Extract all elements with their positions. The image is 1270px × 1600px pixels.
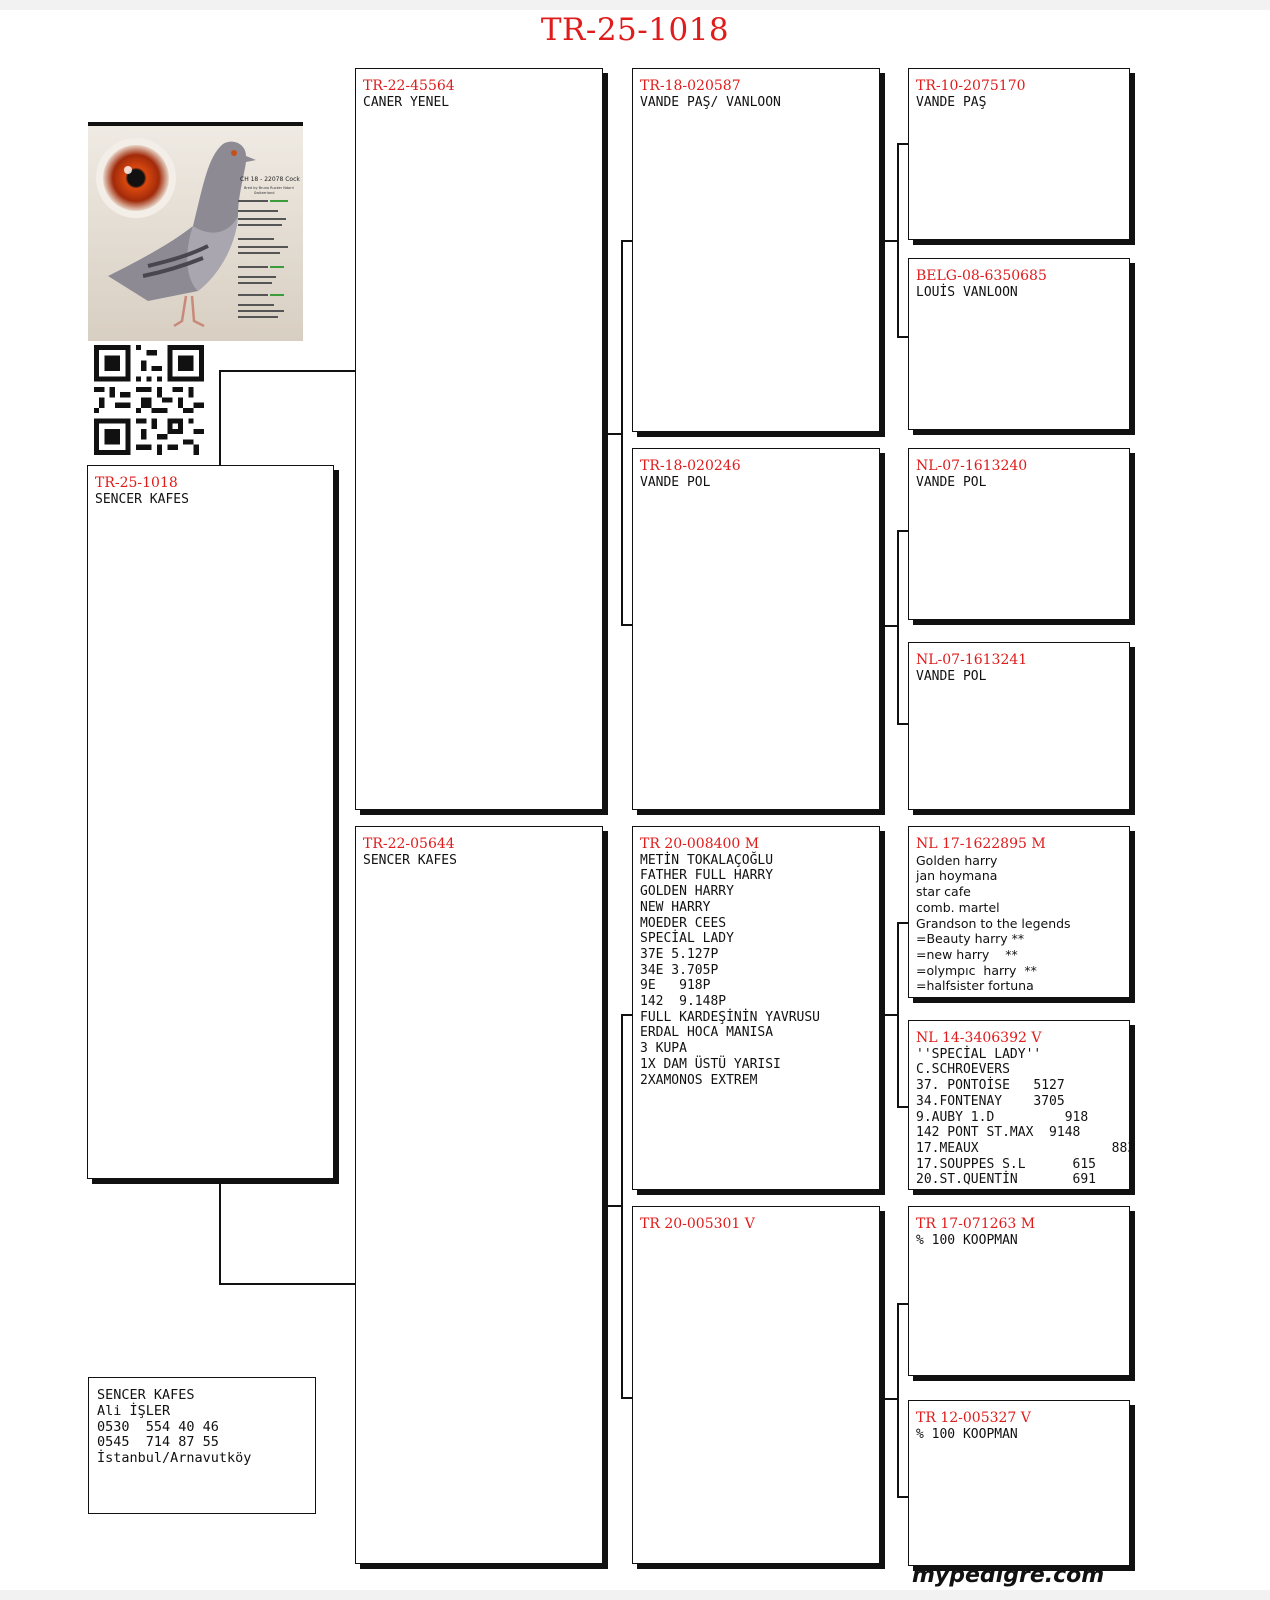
dam-owner: SENCER KAFES xyxy=(363,852,457,868)
pedigree-line: LOUİS VANLOON xyxy=(916,284,1018,300)
pedigree-line: VANDE POL xyxy=(916,668,987,684)
connector xyxy=(897,922,908,924)
pedigree-line: Golden harry xyxy=(916,852,998,868)
pigeon-photo xyxy=(88,122,303,341)
subject-box xyxy=(87,465,334,1179)
photo-card-title: CH 18 - 22078 Cock xyxy=(240,176,300,183)
pedigree-line: 17.MEAUX 883 xyxy=(916,1140,1136,1156)
ring-number: NL 14-3406392 V xyxy=(916,1030,1042,1046)
pedigree-line: VANDE POL xyxy=(640,474,711,490)
qr-code xyxy=(94,345,204,455)
pedigree-line: 9E 918P xyxy=(640,978,711,994)
ring-number: BELG-08-6350685 xyxy=(916,268,1047,284)
ring-number: TR 20-005301 V xyxy=(640,1216,755,1232)
pedigree-line: 9.AUBY 1.D 918 xyxy=(916,1109,1089,1125)
page-title: TR-25-1018 xyxy=(540,12,730,48)
pedigree-line: =halfsister fortuna xyxy=(916,978,1034,994)
pedigree-line: VANDE PAŞ/ VANLOON xyxy=(640,94,781,110)
subject-owner: SENCER KAFES xyxy=(95,491,189,507)
connector xyxy=(607,433,622,435)
pedigree-line: =new harry ** xyxy=(916,946,1018,962)
great-grandparent-box xyxy=(908,1206,1130,1376)
grandsire-sire-side-box xyxy=(632,68,880,432)
grandsire-dam-side-box xyxy=(632,826,880,1190)
pedigree-line: VANDE POL xyxy=(916,474,987,490)
pedigree-line: =Beauty harry ** xyxy=(916,931,1025,947)
great-grandparent-box xyxy=(908,448,1130,620)
pedigree-line: MOEDER CEES xyxy=(640,915,727,931)
pedigree-line: 1X DAM ÜSTÜ YARISI xyxy=(640,1056,781,1072)
subject-ring-number: TR-25-1018 xyxy=(95,475,178,491)
connector xyxy=(607,1205,622,1207)
pedigree-line: NEW HARRY xyxy=(640,899,711,915)
pedigree-line: jan hoymana xyxy=(916,868,998,884)
connector xyxy=(897,336,908,338)
pedigree-line: 142 9.148P xyxy=(640,994,727,1010)
pedigree-line: 2XAMONOS EXTREM xyxy=(640,1072,758,1088)
connector xyxy=(897,143,908,145)
great-grandparent-box xyxy=(908,68,1130,240)
pedigree-line: SPECİAL LADY xyxy=(640,931,734,947)
connector xyxy=(883,1398,898,1400)
connector xyxy=(883,240,898,242)
pedigree-line: FATHER FULL HARRY xyxy=(640,868,774,884)
pedigree-line: VANDE PAŞ xyxy=(916,94,987,110)
connector xyxy=(219,370,221,467)
pedigree-line: comb. martel xyxy=(916,899,1000,915)
contact-location: İstanbul/Arnavutköy xyxy=(97,1450,252,1467)
ring-number: TR-18-020587 xyxy=(640,78,741,94)
connector xyxy=(897,723,908,725)
sire-box xyxy=(355,68,603,810)
sire-ring-number: TR-22-45564 xyxy=(363,78,455,94)
connector xyxy=(897,1303,908,1305)
ring-number: TR-10-2075170 xyxy=(916,78,1026,94)
ring-number: TR 17-071263 M xyxy=(916,1216,1036,1232)
pedigree-line: 37. PONTOİSE 5127 xyxy=(916,1078,1065,1094)
connector xyxy=(883,625,898,627)
dam-box xyxy=(355,826,603,1564)
connector xyxy=(897,1303,899,1497)
dam-ring-number: TR-22-05644 xyxy=(363,836,455,852)
ring-number: TR 12-005327 V xyxy=(916,1410,1031,1426)
pedigree-line: % 100 KOOPMAN xyxy=(916,1426,1018,1442)
pedigree-line: star cafe xyxy=(916,884,971,900)
connector xyxy=(219,1283,355,1285)
pedigree-line: 34.FONTENAY 3705 xyxy=(916,1093,1065,1109)
contact-line: Ali İŞLER xyxy=(97,1402,171,1419)
photo-card-line: Switzerland xyxy=(254,191,275,195)
pedigree-line: % 100 KOOPMAN xyxy=(916,1232,1018,1248)
connector xyxy=(219,1182,221,1284)
granddam-sire-side-box xyxy=(632,448,880,810)
contact-line: SENCER KAFES xyxy=(97,1387,195,1403)
connector xyxy=(883,1014,898,1016)
pedigree-line: GOLDEN HARRY xyxy=(640,884,734,900)
pedigree-line: 34E 3.705P xyxy=(640,962,719,978)
pedigree-line: 20.ST.QUENTİN 691 xyxy=(916,1172,1097,1188)
great-grandparent-box xyxy=(908,642,1130,810)
contact-phone: 0530 554 40 46 xyxy=(97,1418,219,1435)
site-watermark[interactable]: mypedigre.com xyxy=(912,1563,1105,1588)
great-grandparent-box xyxy=(908,1400,1130,1566)
granddam-dam-side-box xyxy=(632,1206,880,1564)
connector xyxy=(897,1496,908,1498)
ring-number: TR 20-008400 M xyxy=(640,836,760,852)
top-strip xyxy=(0,0,1270,10)
pedigree-line: 3 KUPA xyxy=(640,1041,687,1057)
pedigree-line: 142 PONT ST.MAX 9148 xyxy=(916,1125,1081,1141)
pedigree-line: ERDAL HOCA MANISA xyxy=(640,1025,774,1041)
pedigree-line: FULL KARDEŞİNİN YAVRUSU xyxy=(640,1009,821,1025)
connector xyxy=(219,370,355,372)
contact-phone: 0545 714 87 55 xyxy=(97,1434,219,1451)
ring-number: NL 17-1622895 M xyxy=(916,836,1046,852)
ring-number: NL-07-1613241 xyxy=(916,652,1028,668)
pedigree-line: METİN TOKALAÇOĞLU xyxy=(640,852,774,868)
connector xyxy=(897,530,899,724)
bottom-strip xyxy=(0,1590,1270,1600)
great-grandparent-box xyxy=(908,826,1130,998)
pedigree-line: C.SCHROEVERS xyxy=(916,1062,1010,1078)
great-grandparent-box xyxy=(908,1020,1136,1190)
breeder-contact-box xyxy=(88,1377,316,1514)
pedigree-line: ''SPECİAL LADY'' xyxy=(916,1046,1042,1062)
pedigree-line: 17.SOUPPES S.L 615 xyxy=(916,1156,1097,1172)
great-grandparent-box xyxy=(908,258,1130,430)
photo-card-line: Bred by Bruno Rucker Ndarri xyxy=(244,186,294,190)
connector xyxy=(897,530,908,532)
sire-owner: CANER YENEL xyxy=(363,94,450,110)
pedigree-line: 37E 5.127P xyxy=(640,946,719,962)
ring-number: NL-07-1613240 xyxy=(916,458,1028,474)
pedigree-line: =olympıc harry ** xyxy=(916,962,1037,978)
connector xyxy=(897,1106,908,1108)
pedigree-line: Grandson to the legends xyxy=(916,915,1071,931)
ring-number: TR-18-020246 xyxy=(640,458,741,474)
